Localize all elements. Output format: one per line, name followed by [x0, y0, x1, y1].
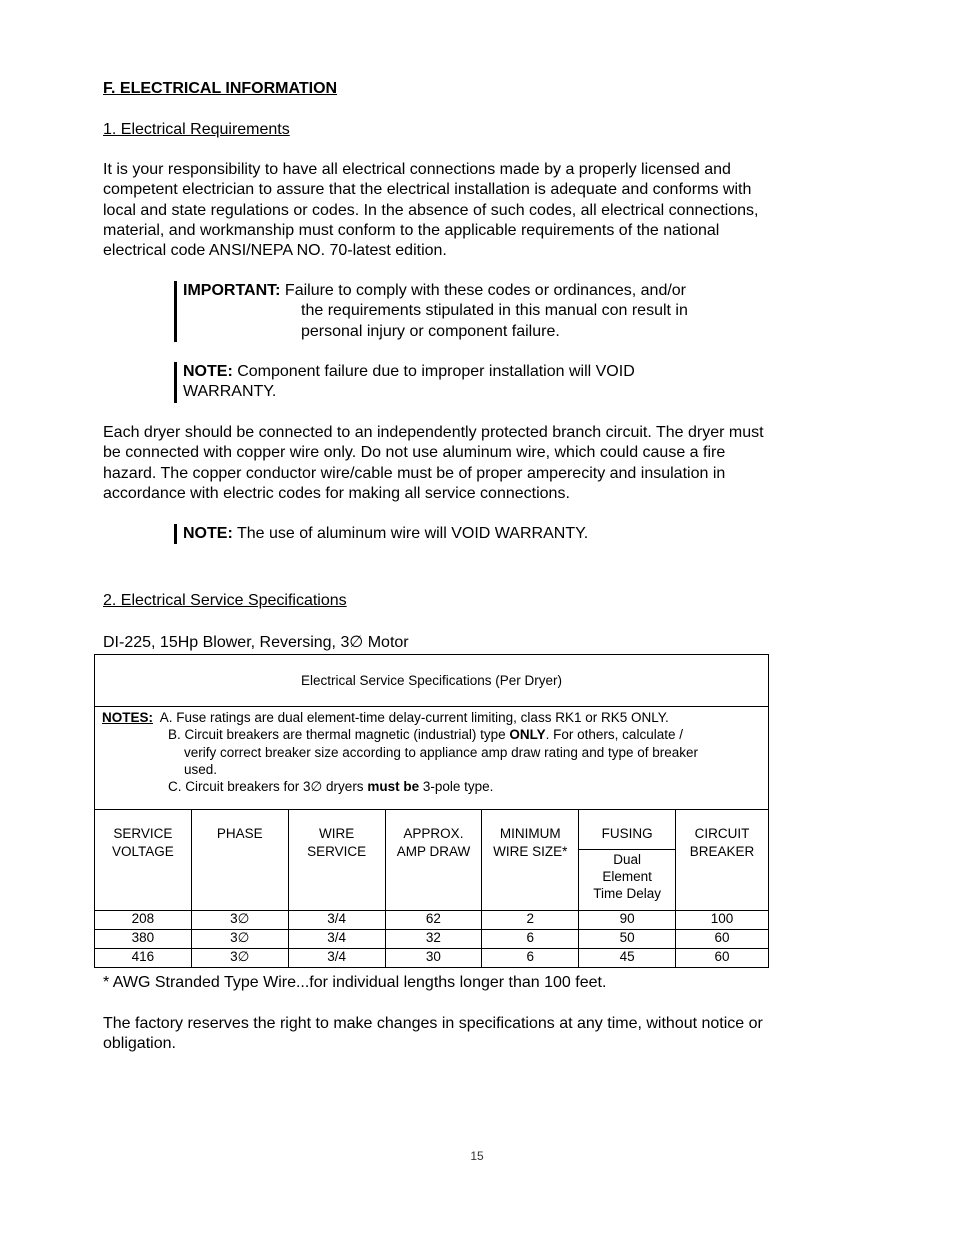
- paragraph-line: accordance with electric codes for making all service connections.: [103, 484, 570, 502]
- paragraph-line: Each dryer should be connected to an independently protected branch circuit. The dryer must: [103, 424, 764, 441]
- note-text-line: WARRANTY.: [183, 383, 277, 401]
- cell-phase: 3∅: [191, 949, 288, 968]
- paragraph-line: The factory reserves the right to make changes in specifications at any time, without notice or: [103, 1015, 763, 1032]
- branch-circuit-paragraph: [103, 423, 863, 504]
- important-label: IMPORTANT:: [183, 282, 281, 299]
- header-phase: PHASE: [191, 810, 288, 911]
- disclaimer-paragraph: [103, 1014, 863, 1055]
- paragraph-line: It is your responsibility to have all electrical connections made by a properly licensed and: [103, 161, 731, 178]
- cell-wire-service: 3/4: [288, 930, 385, 949]
- cell-min-wire: 6: [482, 930, 579, 949]
- paragraph-line: local and state regulations or codes. In the absence of such codes, all electrical connections,: [103, 201, 759, 219]
- important-text: Failure to comply with these codes or ordinances, and/or: [280, 282, 687, 299]
- cell-breaker: 60: [676, 930, 769, 949]
- cell-voltage: 416: [95, 949, 192, 968]
- table-title: Electrical Service Specifications (Per Dryer): [95, 655, 769, 707]
- paragraph-line: hazard. The copper conductor wire/cable must be of proper amperecity and insulation in: [103, 464, 726, 482]
- paragraph-line: electrical code ANSI/NEPA NO. 70-latest edition.: [103, 242, 447, 260]
- header-min-wire-size: MINIMUM WIRE SIZE*: [482, 810, 579, 911]
- note-label: NOTE:: [183, 363, 233, 380]
- cell-fusing: 45: [579, 949, 676, 968]
- table-header-row: [95, 810, 769, 849]
- table-notes: NOTES: A. Fuse ratings are dual element-time delay-current limiting, class RK1 or RK5 ONLY. B. Circuit breakers are thermal magnetic (industrial) type ONLY. For others, calculate / verify correct breaker size according to appliance amp draw rating and type of breaker used. C. Circuit breakers for 3∅ dryers must be 3-pole type.: [95, 707, 769, 810]
- cell-breaker: 100: [676, 911, 769, 930]
- notes-label: NOTES:: [102, 710, 154, 725]
- subsection-title-requirements: 1. Electrical Requirements: [103, 121, 290, 138]
- header-fusing-sub: Dual Element Time Delay: [579, 849, 676, 911]
- table-row: [95, 911, 769, 930]
- cell-amp-draw: 32: [385, 930, 482, 949]
- cell-min-wire: 6: [482, 949, 579, 968]
- note-b: B. Circuit breakers are thermal magnetic (industrial) type: [168, 727, 510, 743]
- header-service-voltage: SERVICE VOLTAGE: [95, 810, 192, 911]
- paragraph-line: obligation.: [103, 1035, 176, 1053]
- requirements-paragraph: [103, 160, 863, 261]
- note-b-line: verify correct breaker size according to appliance amp draw rating and type of breaker: [184, 744, 699, 760]
- important-text-line: personal injury or component failure.: [301, 322, 560, 340]
- note-text: The use of aluminum wire will VOID WARRANTY.: [232, 525, 589, 542]
- note-a: A. Fuse ratings are dual element-time delay-current limiting, class RK1 or RK5 ONLY.: [159, 710, 669, 725]
- model-line: DI-225, 15Hp Blower, Reversing, 3∅ Motor: [103, 634, 409, 651]
- cell-fusing: 50: [579, 930, 676, 949]
- page-number: 15: [470, 1149, 484, 1163]
- table-row: [95, 930, 769, 949]
- important-text-line: the requirements stipulated in this manual con result in: [301, 302, 688, 320]
- cell-phase: 3∅: [191, 911, 288, 930]
- cell-min-wire: 2: [482, 911, 579, 930]
- cell-breaker: 60: [676, 949, 769, 968]
- footnote: * AWG Stranded Type Wire...for individual lengths longer than 100 feet.: [103, 974, 607, 991]
- cell-wire-service: 3/4: [288, 911, 385, 930]
- table-title-row: [95, 655, 769, 707]
- note-label: NOTE:: [183, 525, 233, 542]
- electrical-spec-table: [94, 654, 769, 968]
- cell-phase: 3∅: [191, 930, 288, 949]
- note-c: C. Circuit breakers for 3∅ dryers: [168, 779, 368, 795]
- header-fusing: FUSING: [579, 810, 676, 849]
- table-notes-row: [95, 707, 769, 810]
- note-callout-warranty: [174, 362, 783, 403]
- note-text: Component failure due to improper installation will VOID: [232, 363, 635, 380]
- paragraph-line: material, and workmanship must conform to the applicable requirements of the national: [103, 221, 720, 239]
- section-title: F. ELECTRICAL INFORMATION: [103, 80, 338, 97]
- note-b-line: used.: [184, 761, 218, 777]
- header-amp-draw: APPROX. AMP DRAW: [385, 810, 482, 911]
- paragraph-line: competent electrician to assure that the electrical installation is adequate and conforms with: [103, 181, 752, 199]
- paragraph-line: be connected with copper wire only. Do not use aluminum wire, which could cause a fire: [103, 444, 726, 462]
- cell-fusing: 90: [579, 911, 676, 930]
- cell-wire-service: 3/4: [288, 949, 385, 968]
- cell-voltage: 208: [95, 911, 192, 930]
- cell-voltage: 380: [95, 930, 192, 949]
- cell-amp-draw: 30: [385, 949, 482, 968]
- table-row: [95, 949, 769, 968]
- header-circuit-breaker: CIRCUIT BREAKER: [676, 810, 769, 911]
- note-callout-aluminum: [174, 524, 783, 544]
- header-wire-service: WIRE SERVICE: [288, 810, 385, 911]
- important-callout: [174, 281, 783, 342]
- cell-amp-draw: 62: [385, 911, 482, 930]
- subsection-title-specifications: 2. Electrical Service Specifications: [103, 592, 347, 609]
